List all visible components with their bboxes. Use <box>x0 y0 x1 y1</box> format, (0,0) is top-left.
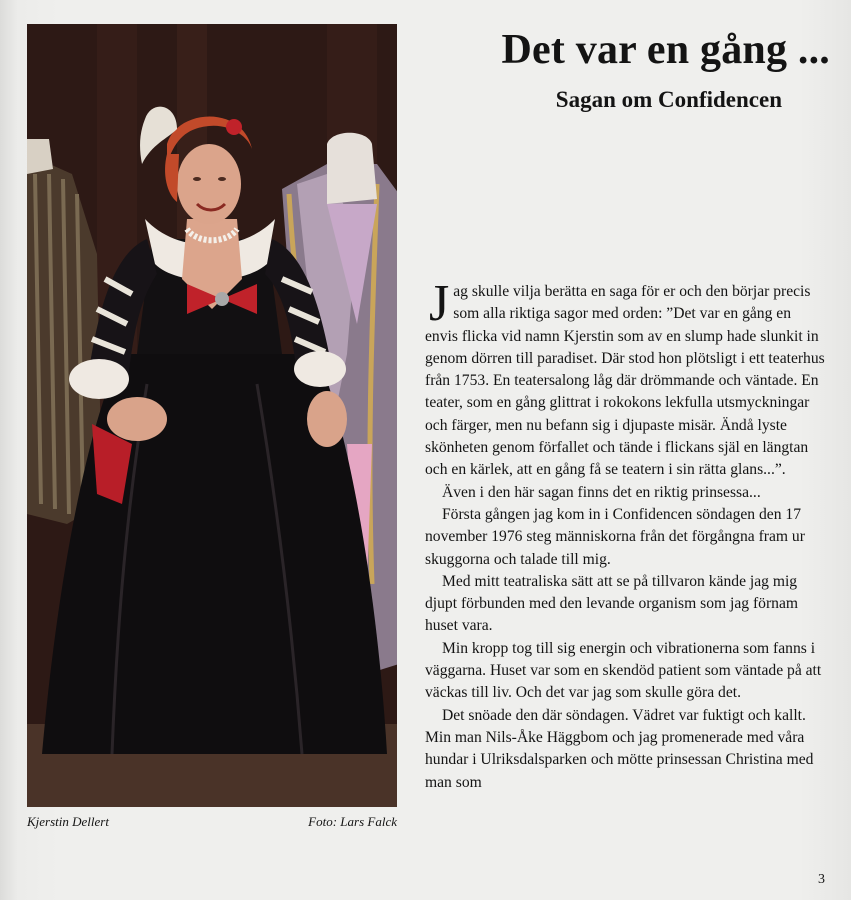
portrait-photo <box>27 24 397 807</box>
page-title: Det var en gång ... <box>501 27 830 73</box>
paragraph-6: Det snöade den där söndagen. Vädret var fuktigt och kallt. Min man Nils-Åke Häggbom och jag promenerade med våra hundar i Ulriksdalsparken och mötte prinsessan Christina med man som <box>425 706 814 791</box>
page-number: 3 <box>818 872 825 887</box>
paragraph-1-text: ag skulle vilja berätta en saga för er och den börjar precis som alla riktiga sagor med orden: ”Det var en gång en envis flicka vid namn Kjerstin som av en slump hade slunkit in genom dörren till paradiset. Där stod hon plötsligt i ett teaterhus från 1753. En teatersalong låg där drömmande och väntade. En teater, som en gång glittrat i rokokons lekfulla utsmyckningar och färger, men nu befann sig i djupaste misär. Ändå lyste skönheten genom förfallet och tände i flickans själ en längtan och en kärlek, att en gång få se teatern i sin rätta glans...”. <box>425 283 825 479</box>
photo-caption-subject: Kjerstin Dellert <box>27 814 109 829</box>
photo-credit: Foto: Lars Falck <box>308 814 397 829</box>
page-subtitle: Sagan om Confidencen <box>555 87 782 112</box>
paragraph-5: Min kropp tog till sig energin och vibrationerna som fanns i väggarna. Huset var som en skendöd patient som väntade på att väckas till liv. Och det var jag som skulle göra det. <box>425 639 822 702</box>
paragraph-2: Även i den här sagan finns det en riktig prinsessa... <box>442 483 761 501</box>
paragraph-1 <box>425 275 825 482</box>
portrait-illustration <box>27 24 397 807</box>
paragraph-3: Första gången jag kom in i Confidencen söndagen den 17 november 1976 steg människorna från det förgångna fram ur skuggorna och talade till mig. <box>425 505 805 568</box>
drop-cap: J <box>429 275 450 332</box>
article-body <box>425 275 825 794</box>
paragraph-4: Med mitt teatraliska sätt att se på tillvaron kände jag mig djupt förbunden med den levande organism som jag förnam huset vara. <box>425 572 799 635</box>
